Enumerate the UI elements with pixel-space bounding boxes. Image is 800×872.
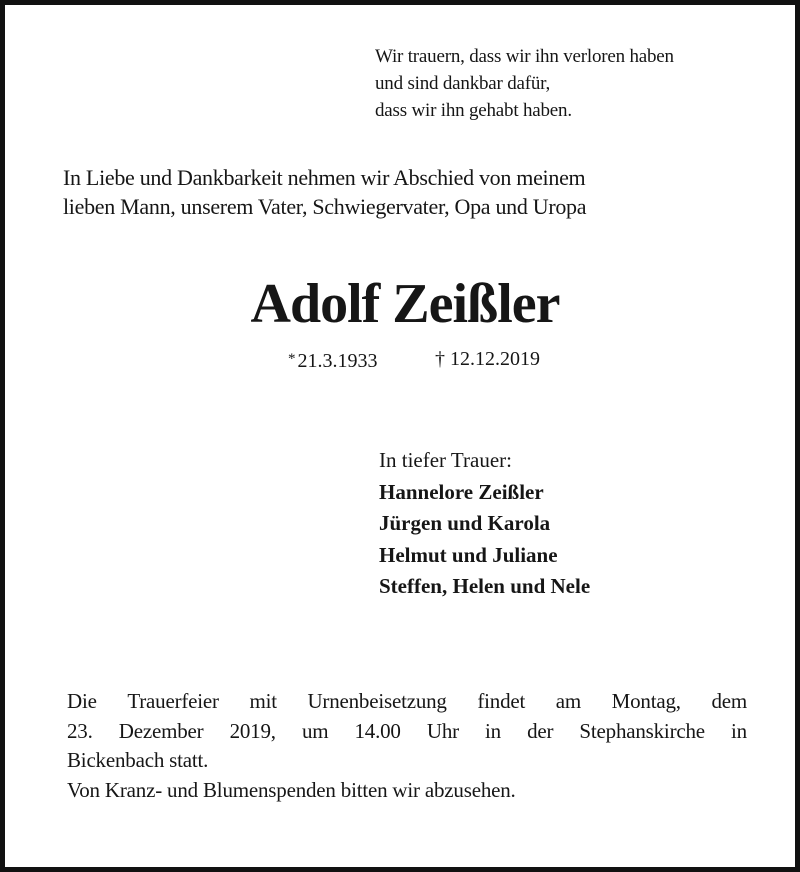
- funeral-line-2: [67, 717, 747, 747]
- word: Urnenbeisetzung: [307, 689, 447, 713]
- word: 2019,: [229, 718, 276, 743]
- word: Stephanskirche: [579, 718, 705, 743]
- mourner-name: Jürgen und Karola: [379, 511, 551, 535]
- word: Trauerfeier: [127, 689, 219, 713]
- intro-text: [63, 163, 586, 221]
- funeral-line-1: [67, 687, 747, 717]
- funeral-details: [67, 687, 747, 805]
- mourners-heading: In tiefer Trauer:: [379, 448, 512, 472]
- word: Die: [67, 689, 97, 713]
- funeral-line-3: Bickenbach statt.: [67, 748, 209, 772]
- intro-line: lieben Mann, unserem Vater, Schwiegervater, Opa und Uropa: [63, 194, 587, 219]
- deceased-name: Adolf Zeißler: [250, 273, 560, 335]
- word: 23.: [67, 718, 93, 743]
- birth-date: 21.3.1933: [297, 350, 378, 372]
- word: dem: [711, 689, 747, 713]
- flowers-note: Von Kranz- und Blumenspenden bitten wir abzusehen.: [67, 777, 516, 802]
- intro-line: In Liebe und Dankbarkeit nehmen wir Abschied von meinem: [63, 165, 586, 190]
- word: in: [731, 718, 747, 743]
- mourner-name: Helmut und Juliane: [379, 542, 558, 567]
- motto-line: dass wir ihn gehabt haben.: [375, 100, 572, 121]
- death-date: 12.12.2019: [450, 348, 540, 370]
- word: 14.00: [354, 718, 401, 743]
- mourner-name: Steffen, Helen und Nele: [379, 574, 591, 598]
- word: um: [301, 718, 329, 743]
- mourners-list: [379, 445, 590, 603]
- death-cross-icon: †: [435, 348, 445, 370]
- mourner-name: Hannelore Zeißler: [379, 479, 544, 504]
- word: am: [555, 689, 582, 713]
- word: mit: [249, 689, 277, 713]
- motto-line: Wir trauern, dass wir ihn verloren haben: [375, 46, 674, 67]
- word: der: [527, 718, 554, 743]
- word: Dezember: [118, 718, 204, 743]
- word: in: [485, 718, 501, 743]
- birth-star-icon: *: [288, 351, 296, 367]
- birth-date-group: [288, 345, 378, 375]
- word: Uhr: [426, 718, 459, 743]
- motto-verse: [375, 43, 674, 124]
- word: findet: [477, 689, 526, 713]
- motto-line: und sind dankbar dafür,: [375, 73, 551, 94]
- word: Montag,: [611, 689, 681, 713]
- death-date-group: [435, 345, 540, 373]
